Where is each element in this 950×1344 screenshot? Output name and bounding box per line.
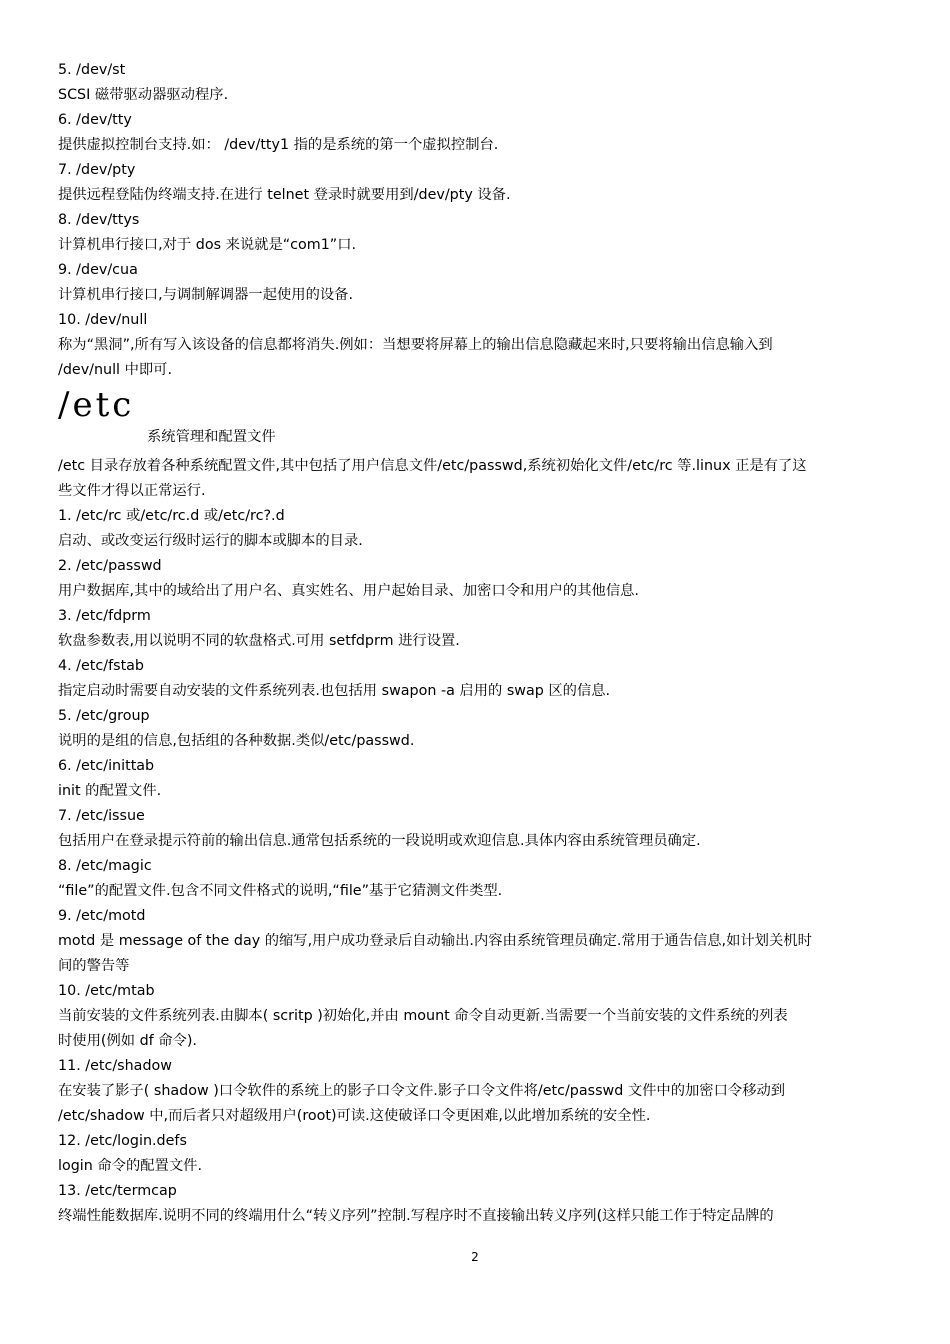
entry-title: 10. /dev/null bbox=[58, 312, 148, 328]
entry-description: 提供远程登陆伪终端支持.在进行 telnet 登录时就要用到/dev/pty 设备. bbox=[58, 187, 511, 203]
entry-title: 10. /etc/mtab bbox=[58, 983, 155, 999]
entry-title: 9. /etc/motd bbox=[58, 908, 146, 924]
entry-description: 包括用户在登录提示符前的输出信息.通常包括系统的一段说明或欢迎信息.具体内容由系统管理员确定. bbox=[58, 833, 701, 849]
entry-title: 5. /etc/group bbox=[58, 708, 150, 724]
entry-description: 在安装了影子( shadow )口令软件的系统上的影子口令文件.影子口令文件将/etc/passwd 文件中的加密口令移动到 bbox=[58, 1083, 786, 1099]
etc-entry-list bbox=[58, 504, 894, 1229]
entry-description: 间的警告等 bbox=[58, 958, 130, 974]
entry-description: 终端性能数据库.说明不同的终端用什么“转义序列”控制.写程序时不直接输出转义序列(这样只能工作于特定品牌的 bbox=[58, 1208, 774, 1224]
document-page bbox=[58, 58, 894, 1229]
entry-title: 7. /etc/issue bbox=[58, 808, 145, 824]
intro-line: 些文件才得以正常运行. bbox=[58, 483, 206, 499]
etc-section-heading bbox=[58, 383, 894, 454]
entry-description: 提供虚拟控制台支持.如： /dev/tty1 指的是系统的第一个虚拟控制台. bbox=[58, 137, 499, 153]
entry-title: 6. /etc/inittab bbox=[58, 758, 155, 774]
entry-title: 5. /dev/st bbox=[58, 62, 126, 78]
section-subtitle: 系统管理和配置文件 bbox=[147, 429, 276, 445]
etc-section-intro bbox=[58, 454, 894, 504]
entry-description: motd 是 message of the day 的缩写,用户成功登录后自动输出.内容由系统管理员确定.常用于通告信息,如计划关机时 bbox=[58, 933, 812, 949]
entry-title: 12. /etc/login.defs bbox=[58, 1133, 187, 1149]
section-title: /etc bbox=[58, 385, 135, 425]
entry-description: 软盘参数表,用以说明不同的软盘格式.可用 setfdprm 进行设置. bbox=[58, 633, 460, 649]
entry-description: 计算机串行接口,对于 dos 来说就是“com1”口. bbox=[58, 237, 357, 253]
entry-description: /dev/null 中即可. bbox=[58, 362, 173, 378]
entry-description: /etc/shadow 中,而后者只对超级用户(root)可读.这使破译口令更困难,以此增加系统的安全性. bbox=[58, 1108, 651, 1124]
entry-description: 称为“黑洞”,所有写入该设备的信息都将消失.例如：当想要将屏幕上的输出信息隐藏起来时,只要将输出信息输入到 bbox=[58, 337, 773, 353]
entry-description: 计算机串行接口,与调制解调器一起使用的设备. bbox=[58, 287, 354, 303]
entry-description: login 命令的配置文件. bbox=[58, 1158, 202, 1174]
page-number: 2 bbox=[471, 1250, 479, 1264]
dev-entry-list bbox=[58, 58, 894, 383]
entry-title: 6. /dev/tty bbox=[58, 112, 132, 128]
entry-title: 7. /dev/pty bbox=[58, 162, 136, 178]
entry-description: 当前安装的文件系统列表.由脚本( scritp )初始化,并由 mount 命令自动更新.当需要一个当前安装的文件系统的列表 bbox=[58, 1008, 788, 1024]
entry-title: 2. /etc/passwd bbox=[58, 558, 162, 574]
entry-title: 8. /etc/magic bbox=[58, 858, 152, 874]
intro-line: /etc 目录存放着各种系统配置文件,其中包括了用户信息文件/etc/passwd,系统初始化文件/etc/rc 等.linux 正是有了这 bbox=[58, 458, 807, 474]
entry-title: 4. /etc/fstab bbox=[58, 658, 145, 674]
entry-title: 11. /etc/shadow bbox=[58, 1058, 172, 1074]
entry-description: 指定启动时需要自动安装的文件系统列表.也包括用 swapon -a 启用的 swap 区的信息. bbox=[58, 683, 611, 699]
entry-description: init 的配置文件. bbox=[58, 783, 162, 799]
entry-description: 时使用(例如 df 命令). bbox=[58, 1033, 197, 1049]
entry-description: 说明的是组的信息,包括组的各种数据.类似/etc/passwd. bbox=[58, 733, 415, 749]
entry-title: 9. /dev/cua bbox=[58, 262, 138, 278]
entry-title: 1. /etc/rc 或/etc/rc.d 或/etc/rc?.d bbox=[58, 508, 285, 524]
entry-title: 8. /dev/ttys bbox=[58, 212, 140, 228]
entry-title: 13. /etc/termcap bbox=[58, 1183, 177, 1199]
entry-description: SCSI 磁带驱动器驱动程序. bbox=[58, 87, 229, 103]
entry-description: 用户数据库,其中的域给出了用户名、真实姓名、用户起始目录、加密口令和用户的其他信息. bbox=[58, 583, 639, 599]
entry-title: 3. /etc/fdprm bbox=[58, 608, 151, 624]
entry-description: “file”的配置文件.包含不同文件格式的说明,“file”基于它猜测文件类型. bbox=[58, 883, 503, 899]
entry-description: 启动、或改变运行级时运行的脚本或脚本的目录. bbox=[58, 533, 363, 549]
